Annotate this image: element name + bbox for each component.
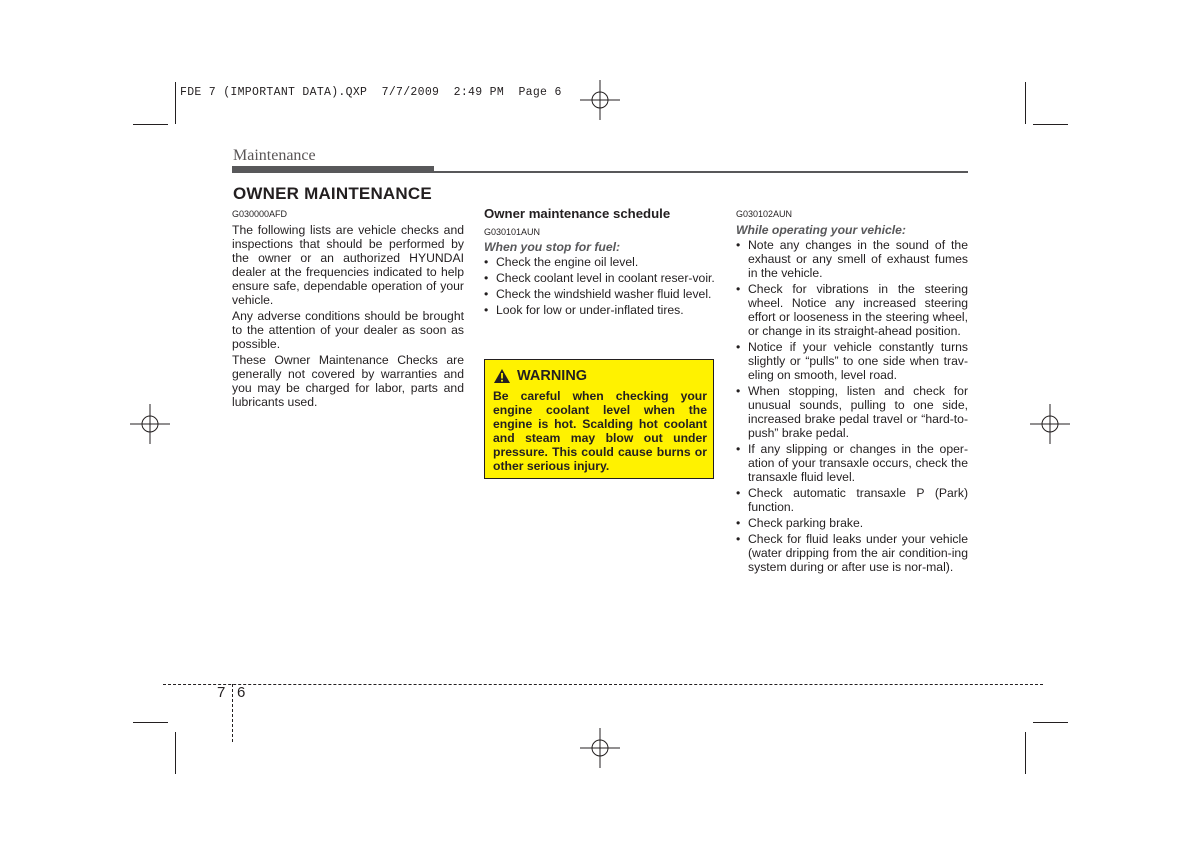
list-item: • Check parking brake. [736, 516, 968, 530]
list-item: • Check the engine oil level. [484, 255, 716, 269]
page-title: OWNER MAINTENANCE [233, 184, 432, 203]
section-rule-thin [232, 171, 968, 173]
warning-triangle-icon [493, 368, 511, 384]
print-slug: FDE 7 (IMPORTANT DATA).QXP 7/7/2009 2:49 PM Page 6 [180, 86, 562, 99]
italic-heading: While operating your vehicle: [736, 223, 906, 237]
chapter-number: 7 [217, 684, 226, 701]
registration-mark-icon [1030, 404, 1070, 444]
paragraph: These Owner Maintenance Checks are generally not covered by warranties and you may be charged for labor, parts and lubricants used. [232, 353, 464, 409]
page-number: 6 [237, 684, 246, 701]
list-item: • Check for vibrations in the steering wheel. Notice any increased steering effort or looseness in the steering wheel, or change in its straight-ahead position. [736, 282, 968, 338]
paragraph: Any adverse conditions should be brought to the attention of your dealer as soon as possible. [232, 309, 464, 351]
warning-title-text: WARNING [517, 368, 588, 384]
italic-heading: When you stop for fuel: [484, 240, 621, 254]
registration-mark-icon [580, 728, 620, 768]
subheading: Owner maintenance schedule [484, 206, 671, 221]
warning-box [484, 359, 714, 479]
list-item: • Notice if your vehicle constantly turns slightly or “pulls” to one side when trav-eling on smooth, level road. [736, 340, 968, 382]
list-item: • Check automatic transaxle P (Park) function. [736, 486, 968, 514]
checklist [484, 255, 716, 317]
list-item: • Look for low or under-inflated tires. [484, 303, 716, 317]
reference-code: G030000AFD [232, 209, 288, 219]
list-item: • Note any changes in the sound of the exhaust or any smell of exhaust fumes in the vehicle. [736, 238, 968, 280]
checklist [736, 238, 968, 574]
column-2 [484, 207, 716, 319]
warning-body: Be careful when checking your engine coolant level when the engine is hot. Scalding hot coolant and steam may blow out under pressure. This could cause burns or other serious injury. [493, 389, 707, 473]
list-item: • Check coolant level in coolant reser-voir. [484, 271, 716, 285]
reference-code: G030102AUN [736, 209, 793, 219]
footer-divider [232, 684, 233, 742]
section-title: Maintenance [233, 147, 316, 164]
paragraph: The following lists are vehicle checks and inspections that should be performed by the owner or an authorized HYUNDAI dealer at the frequencies indicated to help ensure safe, dependable operation of your vehicle. [232, 223, 464, 307]
reference-code: G030101AUN [484, 227, 541, 237]
list-item: • Check for fluid leaks under your vehicle (water dripping from the air condition-ing system during or after use is nor-mal). [736, 532, 968, 574]
column-1 [232, 207, 464, 411]
column-3 [736, 207, 968, 576]
registration-mark-icon [130, 404, 170, 444]
list-item: • When stopping, listen and check for unusual sounds, pulling to one side, increased brake pedal travel or “hard-to-push” brake pedal. [736, 384, 968, 440]
footer-rule [163, 684, 1043, 685]
registration-mark-icon [580, 80, 620, 120]
list-item: • If any slipping or changes in the oper-ation of your transaxle occurs, check the transaxle fluid level. [736, 442, 968, 484]
list-item: • Check the windshield washer fluid level. [484, 287, 716, 301]
warning-title [493, 368, 587, 384]
